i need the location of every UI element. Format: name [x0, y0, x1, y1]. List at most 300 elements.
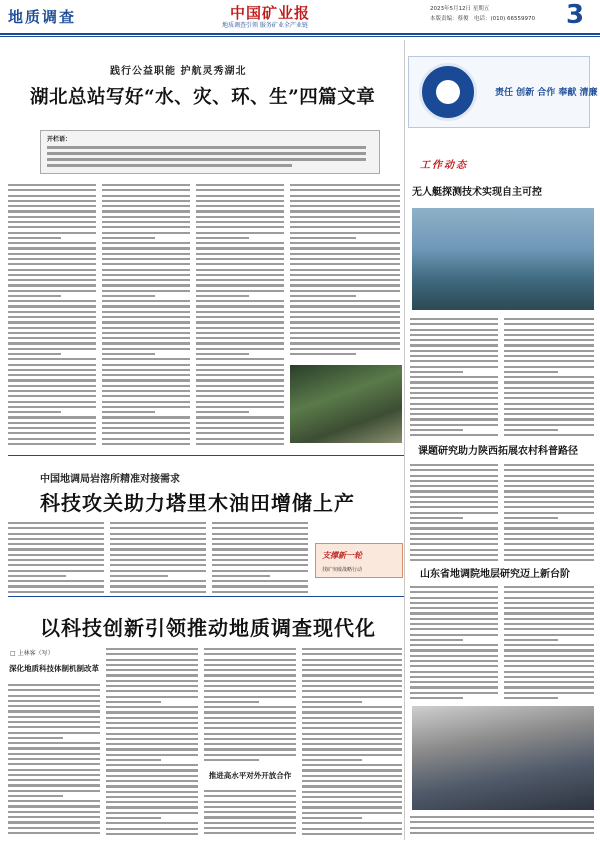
body-text-line	[196, 401, 284, 403]
body-text-line	[504, 517, 558, 519]
body-text-line	[106, 685, 198, 687]
body-text-line	[204, 806, 296, 808]
body-text-line	[102, 438, 190, 440]
body-text-line	[212, 580, 308, 582]
body-text-line	[8, 210, 96, 212]
body-text-line	[410, 517, 463, 519]
body-text-line	[196, 438, 284, 440]
body-text-line	[290, 342, 400, 344]
body-text-line	[102, 374, 190, 376]
body-text-line	[106, 733, 198, 735]
body-text-line	[504, 533, 594, 535]
body-text-line	[204, 674, 296, 676]
body-text-line	[410, 686, 498, 688]
body-text-line	[410, 403, 498, 405]
body-text-line	[410, 475, 498, 477]
body-text-line	[410, 522, 498, 524]
body-text-line	[8, 253, 96, 255]
summary-text-line	[47, 146, 366, 149]
body-text-line	[106, 717, 198, 719]
body-text-line	[204, 669, 296, 671]
body-text-line	[302, 801, 402, 803]
body-text-line	[302, 769, 402, 771]
body-text-line	[290, 274, 400, 276]
body-text-line	[102, 401, 190, 403]
body-text-line	[504, 334, 594, 336]
body-text-line	[110, 585, 206, 587]
body-text-line	[290, 258, 400, 260]
body-text-line	[410, 597, 498, 599]
body-text-line	[102, 305, 190, 307]
body-text-line	[8, 763, 100, 765]
body-text-line	[302, 780, 402, 782]
body-text-line	[8, 332, 96, 334]
body-text-line	[8, 585, 104, 587]
body-text-line	[102, 406, 190, 408]
body-text-line	[106, 796, 198, 798]
body-text-line	[8, 758, 100, 760]
body-text-line	[8, 369, 96, 371]
body-text-line	[102, 427, 190, 429]
body-text-line	[196, 342, 284, 344]
body-text-line	[290, 221, 400, 223]
body-text-line	[8, 716, 100, 718]
article-divider	[8, 596, 404, 597]
masthead-logo: 中国矿业报	[230, 4, 311, 22]
body-text-line	[410, 644, 498, 646]
article2-subtitle: 中国地调局岩溶所精准对接需求	[40, 474, 180, 485]
body-text-line	[196, 205, 284, 207]
body-text-line	[106, 648, 198, 650]
article3-column-3	[204, 648, 296, 764]
body-text-line	[8, 721, 100, 723]
body-text-line	[106, 780, 198, 782]
body-text-line	[196, 411, 249, 413]
body-text-line	[8, 684, 100, 686]
body-text-line	[8, 226, 96, 228]
body-text-line	[290, 263, 400, 265]
body-text-line	[102, 189, 190, 191]
body-text-line	[8, 406, 96, 408]
body-text-line	[410, 612, 498, 614]
body-text-line	[212, 570, 308, 572]
body-text-line	[8, 337, 96, 339]
body-text-line	[290, 353, 356, 355]
body-text-line	[410, 434, 498, 436]
body-text-line	[504, 623, 594, 625]
article1-column-3	[196, 184, 284, 448]
body-text-line	[410, 655, 498, 657]
body-text-line	[8, 570, 104, 572]
body-text-line	[196, 374, 284, 376]
body-text-line	[8, 438, 96, 440]
body-text-line	[290, 284, 400, 286]
body-text-line	[8, 353, 61, 355]
body-text-line	[110, 554, 206, 556]
emblem-icon	[419, 63, 477, 121]
body-text-line	[8, 747, 100, 749]
body-text-line	[8, 269, 96, 271]
article1-column-1	[8, 184, 96, 448]
body-text-line	[410, 490, 498, 492]
body-text-line	[204, 759, 259, 761]
body-text-line	[8, 695, 100, 697]
body-text-line	[8, 205, 96, 207]
sidebar-item3-column-1	[410, 586, 498, 702]
body-text-line	[8, 300, 96, 302]
body-text-line	[212, 527, 308, 529]
body-text-line	[410, 816, 594, 818]
sidebar-item2-column-1	[410, 464, 498, 564]
body-text-line	[212, 575, 270, 577]
body-text-line	[410, 506, 498, 508]
body-text-line	[290, 200, 400, 202]
body-text-line	[196, 379, 284, 381]
body-text-line	[106, 680, 198, 682]
body-text-line	[212, 533, 308, 535]
body-text-line	[302, 828, 402, 830]
sidebar-item1-column-2	[504, 318, 594, 439]
body-text-line	[290, 269, 400, 271]
body-text-line	[106, 806, 198, 808]
sidebar-item1-column-1	[410, 318, 498, 439]
body-text-line	[106, 664, 198, 666]
body-text-line	[504, 618, 594, 620]
work-news-title: 工作动态	[420, 160, 468, 171]
body-text-line	[204, 795, 296, 797]
body-text-line	[410, 671, 498, 673]
body-text-line	[196, 269, 284, 271]
sidebar-photo-caption	[410, 816, 594, 837]
article2-column-2	[110, 522, 206, 596]
body-text-line	[106, 701, 161, 703]
body-text-line	[8, 432, 96, 434]
body-text-line	[102, 242, 190, 244]
body-text-line	[196, 253, 284, 255]
body-text-line	[102, 385, 190, 387]
body-text-line	[504, 597, 594, 599]
body-text-line	[8, 795, 63, 797]
body-text-line	[102, 279, 190, 281]
body-text-line	[504, 586, 594, 588]
body-text-line	[302, 754, 402, 756]
body-text-line	[8, 705, 100, 707]
body-text-line	[302, 648, 402, 650]
body-text-line	[8, 554, 104, 556]
body-text-line	[8, 732, 100, 734]
body-text-line	[290, 210, 400, 212]
body-text-line	[102, 411, 155, 413]
body-text-line	[302, 764, 402, 766]
article3-column-3b	[204, 790, 296, 838]
body-text-line	[102, 432, 190, 434]
body-text-line	[302, 696, 402, 698]
body-text-line	[212, 559, 308, 561]
body-text-line	[102, 216, 190, 218]
body-text-line	[504, 323, 594, 325]
body-text-line	[504, 403, 594, 405]
body-text-line	[196, 385, 284, 387]
body-text-line	[212, 585, 308, 587]
body-text-line	[106, 817, 161, 819]
body-text-line	[504, 469, 594, 471]
article3-byline: □ 上林客（写）	[10, 650, 54, 657]
body-text-line	[196, 232, 284, 234]
body-text-line	[302, 748, 402, 750]
body-text-line	[102, 258, 190, 260]
body-text-line	[8, 195, 96, 197]
body-text-line	[102, 284, 190, 286]
body-text-line	[106, 759, 161, 761]
institution-logo-box	[408, 56, 598, 128]
body-text-line	[8, 385, 96, 387]
body-text-line	[110, 538, 206, 540]
body-text-line	[504, 644, 594, 646]
body-text-line	[196, 279, 284, 281]
body-text-line	[410, 501, 498, 503]
body-text-line	[102, 422, 190, 424]
body-text-line	[504, 591, 594, 593]
body-text-line	[302, 743, 402, 745]
body-text-line	[504, 681, 594, 683]
article1-headline: 湖北总站写好“水、灾、环、生”四篇文章	[30, 87, 376, 108]
article1-photo	[290, 365, 402, 443]
body-text-line	[106, 769, 198, 771]
body-text-line	[504, 434, 594, 436]
body-text-line	[102, 348, 190, 350]
body-text-line	[102, 390, 190, 392]
body-text-line	[212, 543, 308, 545]
body-text-line	[102, 416, 190, 418]
body-text-line	[290, 232, 400, 234]
body-text-line	[102, 353, 155, 355]
body-text-line	[504, 634, 594, 636]
body-text-line	[102, 210, 190, 212]
body-text-line	[410, 397, 498, 399]
body-text-line	[8, 533, 104, 535]
body-text-line	[410, 496, 498, 498]
body-text-line	[504, 527, 594, 529]
body-text-line	[102, 364, 190, 366]
body-text-line	[504, 496, 594, 498]
body-text-line	[290, 305, 400, 307]
body-text-line	[504, 665, 594, 667]
sidebar-item3-title: 山东省地调院地层研究迈上新台阶	[420, 569, 570, 580]
article3-column-2	[106, 648, 198, 838]
body-text-line	[410, 469, 498, 471]
body-text-line	[196, 321, 284, 323]
body-text-line	[196, 237, 249, 239]
body-text-line	[504, 612, 594, 614]
body-text-line	[8, 237, 61, 239]
body-text-line	[410, 371, 463, 373]
body-text-line	[196, 432, 284, 434]
body-text-line	[302, 717, 402, 719]
body-text-line	[8, 416, 96, 418]
body-text-line	[8, 737, 63, 739]
article1-column-2	[102, 184, 190, 448]
body-text-line	[102, 443, 190, 445]
body-text-line	[410, 387, 498, 389]
body-text-line	[302, 701, 362, 703]
body-text-line	[8, 591, 104, 593]
body-text-line	[8, 232, 96, 234]
body-text-line	[410, 360, 498, 362]
body-text-line	[410, 832, 594, 834]
body-text-line	[504, 387, 594, 389]
body-text-line	[106, 722, 198, 724]
body-text-line	[102, 290, 190, 292]
body-text-line	[102, 379, 190, 381]
body-text-line	[204, 801, 296, 803]
body-text-line	[8, 411, 61, 413]
body-text-line	[102, 358, 190, 360]
body-text-line	[110, 564, 206, 566]
body-text-line	[290, 300, 400, 302]
body-text-line	[102, 327, 190, 329]
body-text-line	[106, 791, 198, 793]
body-text-line	[204, 743, 296, 745]
body-text-line	[196, 242, 284, 244]
body-text-line	[110, 548, 206, 550]
body-text-line	[504, 660, 594, 662]
body-text-line	[290, 327, 400, 329]
body-text-line	[8, 311, 96, 313]
body-text-line	[302, 674, 402, 676]
body-text-line	[504, 628, 594, 630]
masthead-slogan: 地质调查引领 服务矿业全产业链	[222, 22, 308, 29]
body-text-line	[8, 543, 104, 545]
body-text-line	[290, 247, 400, 249]
body-text-line	[290, 311, 400, 313]
body-text-line	[504, 318, 594, 320]
body-text-line	[196, 263, 284, 265]
body-text-line	[504, 559, 594, 561]
body-text-line	[410, 366, 498, 368]
body-text-line	[410, 392, 498, 394]
body-text-line	[8, 427, 96, 429]
body-text-line	[504, 392, 594, 394]
body-text-line	[106, 822, 198, 824]
body-text-line	[290, 321, 400, 323]
body-text-line	[8, 189, 96, 191]
body-text-line	[106, 738, 198, 740]
body-text-line	[110, 575, 168, 577]
body-text-line	[302, 822, 402, 824]
body-text-line	[290, 242, 400, 244]
body-text-line	[8, 811, 100, 813]
body-text-line	[196, 258, 284, 260]
body-text-line	[410, 618, 498, 620]
body-text-line	[504, 464, 594, 466]
body-text-line	[8, 258, 96, 260]
sidebar-item2-column-2	[504, 464, 594, 564]
body-text-line	[102, 247, 190, 249]
body-text-line	[102, 221, 190, 223]
body-text-line	[196, 427, 284, 429]
body-text-line	[504, 329, 594, 331]
body-text-line	[504, 676, 594, 678]
body-text-line	[410, 821, 594, 823]
summary-text-line	[47, 164, 292, 167]
body-text-line	[196, 316, 284, 318]
emblem-inner	[436, 80, 460, 104]
body-text-line	[410, 527, 498, 529]
body-text-line	[102, 232, 190, 234]
body-text-line	[410, 424, 498, 426]
body-text-line	[302, 775, 402, 777]
body-text-line	[196, 443, 284, 445]
body-text-line	[102, 195, 190, 197]
body-text-line	[504, 501, 594, 503]
body-text-line	[8, 827, 100, 829]
body-text-line	[196, 184, 284, 186]
body-text-line	[106, 748, 198, 750]
body-text-line	[504, 480, 594, 482]
body-text-line	[204, 659, 296, 661]
body-text-line	[504, 543, 594, 545]
body-text-line	[410, 418, 498, 420]
body-text-line	[290, 290, 400, 292]
body-text-line	[196, 311, 284, 313]
body-text-line	[302, 727, 402, 729]
body-text-line	[106, 785, 198, 787]
issue-date: 2023年5月12日 星期五	[430, 6, 490, 12]
body-text-line	[102, 342, 190, 344]
body-text-line	[110, 522, 206, 524]
body-text-line	[504, 355, 594, 357]
body-text-line	[290, 216, 400, 218]
body-text-line	[504, 350, 594, 352]
body-text-line	[196, 348, 284, 350]
body-text-line	[8, 263, 96, 265]
body-text-line	[204, 648, 296, 650]
body-text-line	[196, 274, 284, 276]
body-text-line	[106, 659, 198, 661]
body-text-line	[410, 429, 463, 431]
body-text-line	[504, 639, 558, 641]
body-text-line	[504, 655, 594, 657]
body-text-line	[410, 623, 498, 625]
body-text-line	[290, 253, 400, 255]
body-text-line	[106, 743, 198, 745]
body-text-line	[110, 527, 206, 529]
body-text-line	[410, 318, 498, 320]
body-text-line	[504, 522, 594, 524]
body-text-line	[290, 205, 400, 207]
body-text-line	[102, 332, 190, 334]
body-text-line	[302, 685, 402, 687]
body-text-line	[102, 300, 190, 302]
body-text-line	[106, 828, 198, 830]
body-text-line	[196, 295, 249, 297]
body-text-line	[410, 485, 498, 487]
body-text-line	[204, 722, 296, 724]
body-text-line	[212, 538, 308, 540]
body-text-line	[302, 653, 402, 655]
body-text-line	[196, 406, 284, 408]
body-text-line	[410, 559, 498, 561]
body-text-line	[196, 337, 284, 339]
body-text-line	[8, 559, 104, 561]
body-text-line	[302, 669, 402, 671]
body-text-line	[8, 800, 100, 802]
sidebar-item1-title: 无人艇探测技术实现自主可控	[412, 187, 542, 198]
body-text-line	[8, 689, 100, 691]
body-text-line	[204, 733, 296, 735]
article1-column-4	[290, 184, 400, 358]
body-text-line	[8, 348, 96, 350]
